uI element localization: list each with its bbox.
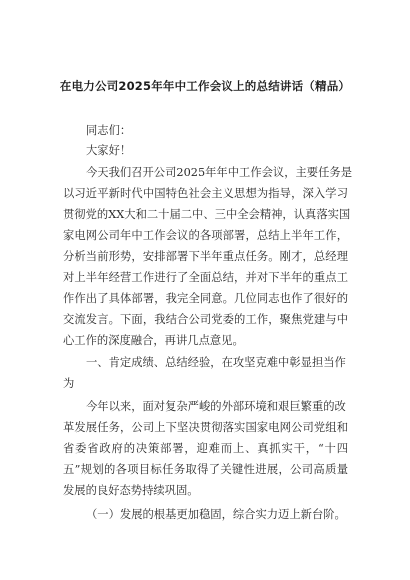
body-line: 革发展任务，公司上下坚决贯彻落实国家电网公司党组和	[63, 421, 348, 434]
section-heading-line: 一、肯定成绩、总结经验，在攻坚克难中彰显担当作	[86, 356, 346, 369]
body-line: 今天我们召开公司2025年年中工作会议，主要任务是	[86, 166, 352, 179]
body-line: 作作出了具体部署，我完全同意。几位同志也作了很好的	[63, 292, 348, 305]
body-line: 今年以来，面对复杂严峻的外部环境和艰巨繁重的改	[86, 400, 346, 413]
document-title: 在电力公司2025年年中工作会议上的总结讲话（精品）	[59, 79, 351, 93]
subsection-heading-line: （一）发展的根基更加稳固，综合实力迈上新台阶。	[86, 508, 346, 521]
salutation-line: 同志们：	[86, 124, 132, 137]
body-line: 贯彻党的XX大和二十届二中、三中全会精神，认真落实国	[63, 208, 351, 221]
section-heading-line: 为	[63, 377, 75, 390]
body-line: 省委省政府的决策部署，迎难而上、真抓实干，“十四	[63, 442, 348, 455]
body-line: 交流发言。下面，我结合公司党委的工作，聚焦党建与中	[63, 313, 348, 326]
body-line: 发展的良好态势持续巩固。	[63, 484, 199, 497]
body-line: 五”规划的各项目标任务取得了关键性进展，公司高质量	[63, 463, 348, 476]
body-line: 分析当前形势，安排部署下半年重点任务。刚才，总经理	[63, 250, 348, 263]
body-line: 心工作的深度融合，再讲几点意见。	[63, 334, 244, 347]
greeting-line: 大家好！	[86, 144, 132, 157]
body-line: 以习近平新时代中国特色社会主义思想为指导，深入学习	[63, 187, 348, 200]
body-line: 家电网公司年中工作会议的各项部署，总结上半年工作，	[63, 229, 348, 242]
body-line: 对上半年经营工作进行了全面总结，并对下半年的重点工	[63, 271, 348, 284]
